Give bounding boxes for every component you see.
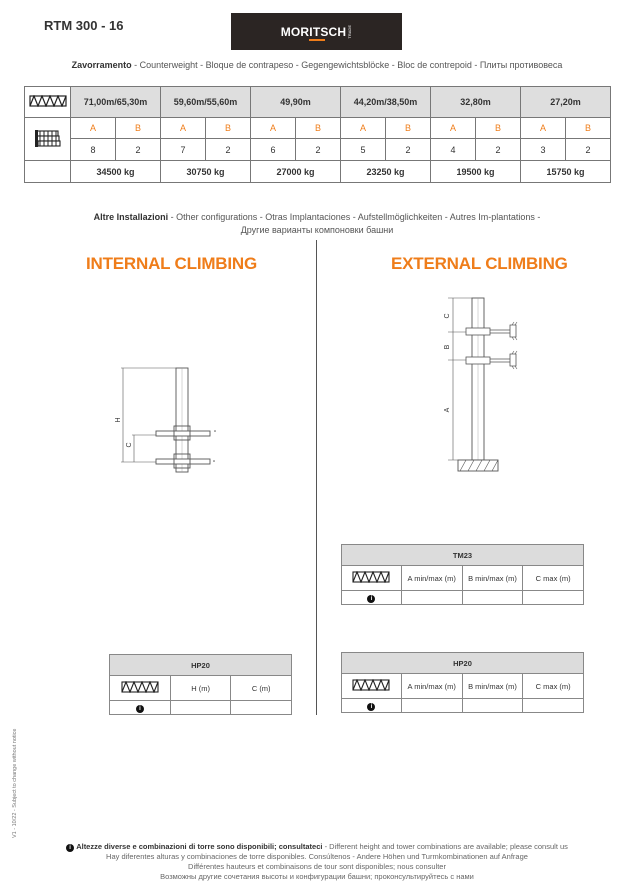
logo-text: MORITSCH bbox=[280, 24, 347, 39]
total-weight-cell: 19500 kg bbox=[431, 161, 521, 183]
page-title: RTM 300 - 16 bbox=[44, 18, 124, 33]
tie-collar bbox=[466, 357, 490, 364]
internal-hp20-table bbox=[109, 654, 292, 715]
jib-icon-cell bbox=[342, 566, 402, 591]
climbing-collar bbox=[156, 459, 210, 464]
revision-note: V1 - 10/22 - Subject to change without notice bbox=[12, 728, 18, 838]
total-weight-cell: 23250 kg bbox=[341, 161, 431, 183]
table-title-row bbox=[110, 655, 292, 676]
dim-label-c: C bbox=[444, 313, 451, 319]
table-cell bbox=[401, 699, 462, 713]
jib-length-cell: 49,90m bbox=[251, 87, 341, 118]
block-type-row bbox=[25, 118, 611, 139]
section-divider bbox=[316, 240, 317, 715]
col-b-header: B min/max (m) bbox=[462, 566, 523, 591]
total-weight-cell: 34500 kg bbox=[71, 161, 161, 183]
wall-anchor bbox=[510, 354, 516, 366]
table-cell bbox=[462, 699, 523, 713]
table-header-row bbox=[342, 566, 584, 591]
info-cell bbox=[342, 699, 402, 713]
jib-length-row bbox=[25, 87, 611, 118]
jib-icon-cell bbox=[110, 676, 171, 701]
table-cell bbox=[170, 701, 231, 715]
block-a-count: 4 bbox=[431, 139, 476, 161]
jib-length-cell: 59,60m/55,60m bbox=[161, 87, 251, 118]
counterweight-translations: - Counterweight - Bloque de contrapeso - Gegengewichtsblöcke - Bloc de contrepoid - Плиты противовеса bbox=[131, 60, 563, 70]
jib-icon bbox=[29, 95, 67, 107]
jib-icon bbox=[121, 681, 159, 693]
marker-dot bbox=[214, 430, 216, 432]
block-a-label: A bbox=[71, 118, 116, 139]
block-b-count: 2 bbox=[116, 139, 161, 161]
info-icon: i bbox=[367, 703, 375, 711]
block-b-count: 2 bbox=[386, 139, 431, 161]
jib-icon bbox=[352, 571, 390, 583]
internal-climbing-title: INTERNAL CLIMBING bbox=[86, 254, 257, 273]
table-title-row bbox=[342, 545, 584, 566]
footer-line-3: Différentes hauteurs et combinaisons de tour sont disponibles; nous consulter bbox=[188, 862, 446, 871]
installations-translation-ru: Другие варианты компоновки башни bbox=[240, 225, 394, 235]
block-b-count: 2 bbox=[566, 139, 611, 161]
table-cell bbox=[523, 591, 584, 605]
block-b-count: 2 bbox=[296, 139, 341, 161]
block-count-row bbox=[25, 139, 611, 161]
jib-length-cell: 71,00m/65,30m bbox=[71, 87, 161, 118]
dim-label-b: B bbox=[444, 344, 451, 350]
jib-icon bbox=[352, 679, 390, 691]
counterweight-blocks-icon bbox=[34, 127, 62, 149]
table-row bbox=[110, 701, 292, 715]
climbing-collar bbox=[156, 431, 210, 436]
total-weight-cell: 30750 kg bbox=[161, 161, 251, 183]
block-a-count: 7 bbox=[161, 139, 206, 161]
jib-length-cell: 27,20m bbox=[521, 87, 611, 118]
empty-cell bbox=[25, 161, 71, 183]
block-a-label: A bbox=[521, 118, 566, 139]
block-b-label: B bbox=[206, 118, 251, 139]
counterweight-heading bbox=[0, 60, 634, 70]
dim-label-a: A bbox=[444, 407, 451, 413]
table-cell bbox=[231, 701, 292, 715]
table-title: HP20 bbox=[342, 653, 584, 674]
col-b-header: B min/max (m) bbox=[462, 674, 523, 699]
tie-collar bbox=[466, 328, 490, 335]
logo-accent-bar bbox=[309, 39, 325, 41]
foundation-block bbox=[458, 460, 498, 471]
external-hp20-table bbox=[341, 652, 584, 713]
block-a-count: 8 bbox=[71, 139, 116, 161]
total-weight-cell: 27000 kg bbox=[251, 161, 341, 183]
table-row bbox=[342, 699, 584, 713]
block-a-label: A bbox=[431, 118, 476, 139]
table-header-row bbox=[110, 676, 292, 701]
block-a-label: A bbox=[251, 118, 296, 139]
col-c-header: C (m) bbox=[231, 676, 292, 701]
installations-translations: - Other configurations - Otras Implantaciones - Aufstellmöglichkeiten - Autres Im-plantations - bbox=[168, 212, 541, 222]
table-header-row bbox=[342, 674, 584, 699]
jib-icon-cell bbox=[25, 87, 71, 118]
info-icon: i bbox=[136, 705, 144, 713]
info-icon: i bbox=[66, 844, 74, 852]
block-b-count: 2 bbox=[206, 139, 251, 161]
block-a-count: 5 bbox=[341, 139, 386, 161]
installations-label: Altre Installazioni bbox=[93, 212, 169, 222]
block-a-label: A bbox=[341, 118, 386, 139]
counterweight-label: Zavorramento bbox=[71, 60, 132, 70]
col-a-header: A min/max (m) bbox=[401, 674, 462, 699]
block-b-label: B bbox=[476, 118, 521, 139]
block-a-label: A bbox=[161, 118, 206, 139]
col-c-header: C max (m) bbox=[523, 674, 584, 699]
jib-icon-cell bbox=[342, 674, 402, 699]
block-b-label: B bbox=[386, 118, 431, 139]
col-a-header: A min/max (m) bbox=[401, 566, 462, 591]
jib-length-cell: 32,80m bbox=[431, 87, 521, 118]
footer-line-4: Возможны другие сочетания высоты и конфигурации башни; проконсультируйтесь с нами bbox=[160, 872, 474, 881]
logo-superscript: TRADE bbox=[347, 24, 353, 39]
counterweight-icon-cell bbox=[25, 118, 71, 161]
footer-line-2: Hay diferentes alturas y combinaciones de torre disponibles. Consúltenos - Andere Höhen und Turmkombinationen auf Anfrage bbox=[106, 852, 528, 861]
wall-anchor bbox=[510, 325, 516, 337]
block-a-count: 6 bbox=[251, 139, 296, 161]
brand-logo bbox=[231, 13, 402, 50]
external-climbing-title: EXTERNAL CLIMBING bbox=[391, 254, 568, 273]
dim-label-c: C bbox=[126, 442, 133, 448]
info-icon: i bbox=[367, 595, 375, 603]
info-cell bbox=[110, 701, 171, 715]
footer-bold-text: Altezze diverse e combinazioni di torre sono disponibili; consultateci bbox=[76, 842, 323, 851]
total-weight-row bbox=[25, 161, 611, 183]
block-b-label: B bbox=[116, 118, 161, 139]
info-cell bbox=[342, 591, 402, 605]
table-title-row bbox=[342, 653, 584, 674]
total-weight-cell: 15750 kg bbox=[521, 161, 611, 183]
footer-text: - Different height and tower combinations are available; please consult us bbox=[322, 842, 568, 851]
table-row bbox=[342, 591, 584, 605]
external-climbing-diagram bbox=[436, 290, 526, 475]
marker-dot bbox=[213, 460, 215, 462]
dim-label-h: H bbox=[115, 417, 122, 423]
table-cell bbox=[462, 591, 523, 605]
block-a-count: 3 bbox=[521, 139, 566, 161]
jib-length-cell: 44,20m/38,50m bbox=[341, 87, 431, 118]
internal-climbing-diagram bbox=[108, 360, 228, 480]
col-h-header: H (m) bbox=[170, 676, 231, 701]
footer-line-1 bbox=[0, 842, 634, 852]
block-b-label: B bbox=[566, 118, 611, 139]
tm23-table bbox=[341, 544, 584, 605]
installations-heading bbox=[0, 212, 634, 222]
table-title: TM23 bbox=[342, 545, 584, 566]
counterweight-table bbox=[24, 86, 611, 183]
col-c-header: C max (m) bbox=[523, 566, 584, 591]
table-title: HP20 bbox=[110, 655, 292, 676]
block-b-count: 2 bbox=[476, 139, 521, 161]
block-b-label: B bbox=[296, 118, 341, 139]
table-cell bbox=[401, 591, 462, 605]
table-cell bbox=[523, 699, 584, 713]
